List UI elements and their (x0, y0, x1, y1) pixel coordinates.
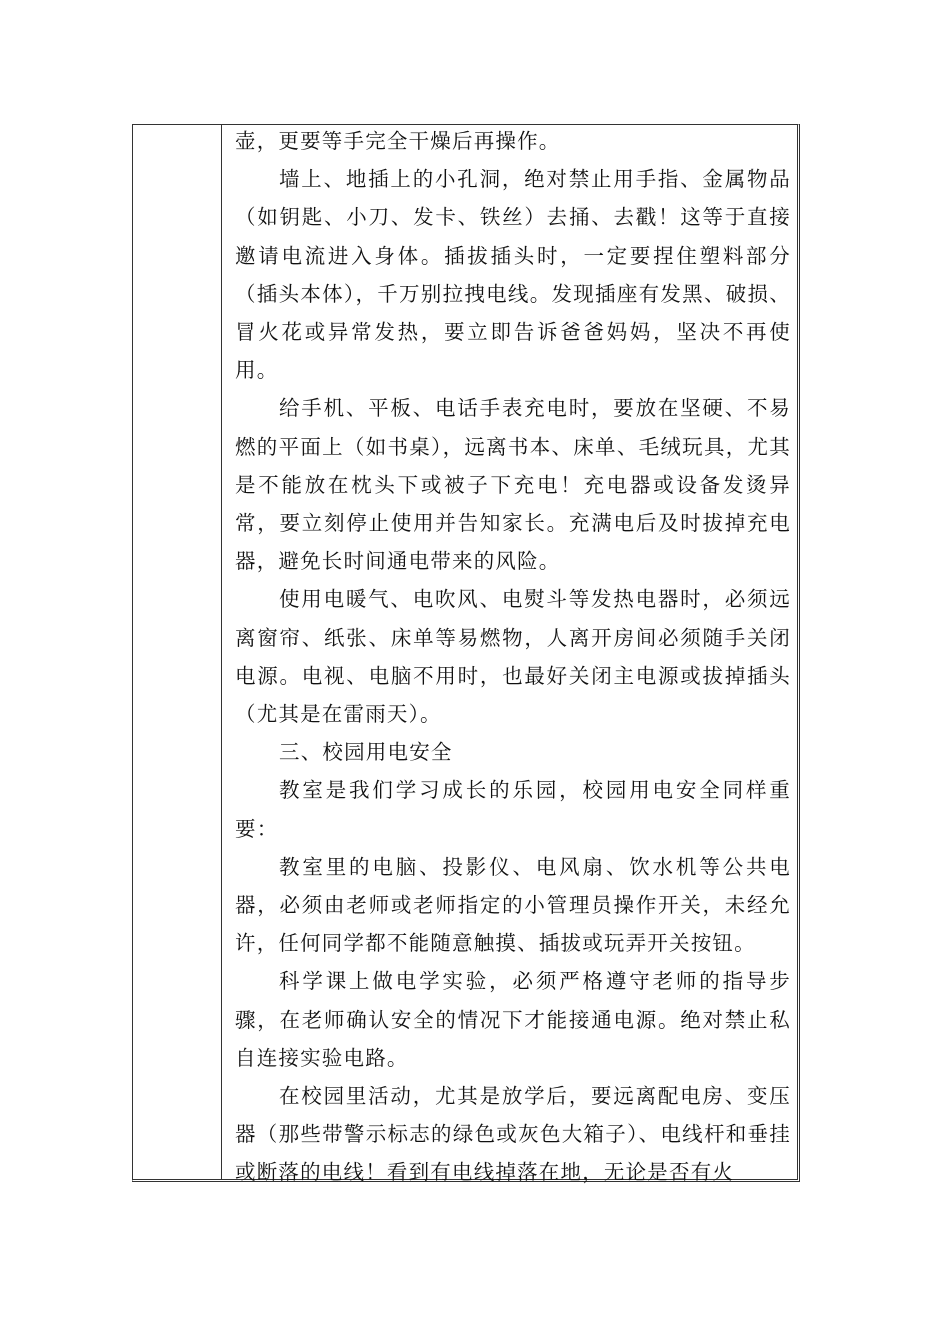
table-left-column (133, 125, 222, 1179)
paragraph-outdoor-hazards: 在校园里活动，尤其是放学后，要远离配电房、变压器（那些带警示标志的绿色或灰色大箱子）、电线杆和垂挂或断落的电线！看到有电线掉落在地，无论是否有火 (235, 1084, 791, 1185)
paragraph-charging-safety: 给手机、平板、电话手表充电时，要放在坚硬、不易燃的平面上（如书桌），远离书本、床单、毛绒玩具，尤其是不能放在枕头下或被子下充电！充电器或设备发烫异常，要立刻停止使用并告知家长。充满电后及时拔掉充电器，避免长时间通电带来的风险。 (235, 396, 791, 574)
document-table (132, 124, 800, 1185)
paragraph-classroom-appliances: 教室里的电脑、投影仪、电风扇、饮水机等公共电器，必须由老师或老师指定的小管理员操作开关，未经允许，任何同学都不能随意触摸、插拔或玩弄开关按钮。 (235, 854, 791, 956)
paragraph-campus-intro: 教室是我们学习成长的乐园，校园用电安全同样重要： (235, 778, 791, 841)
paragraph-socket-safety: 墙上、地插上的小孔洞，绝对禁止用手指、金属物品（如钥匙、小刀、发卡、铁丝）去捅、去戳！这等于直接邀请电流进入身体。插拔插头时，一定要捏住塑料部分（插头本体），千万别拉拽电线。发现插座有发黑、破损、冒火花或异常发热，要立即告诉爸爸妈妈，坚决不再使用。 (235, 167, 791, 383)
paragraph-heating-appliances: 使用电暖气、电吹风、电熨斗等发热电器时，必须远离窗帘、纸张、床单等易燃物，人离开房间必须随手关闭电源。电视、电脑不用时，也最好关闭主电源或拔掉插头（尤其是在雷雨天）。 (235, 587, 791, 727)
table-content-cell (235, 125, 791, 1192)
paragraph-continuation: 壶，更要等手完全干燥后再操作。 (235, 129, 561, 153)
paragraph-science-experiments: 科学课上做电学实验，必须严格遵守老师的指导步骤，在老师确认安全的情况下才能接通电源。绝对禁止私自连接实验电路。 (235, 969, 791, 1070)
section-heading-campus-safety: 三、校园用电安全 (279, 740, 453, 765)
